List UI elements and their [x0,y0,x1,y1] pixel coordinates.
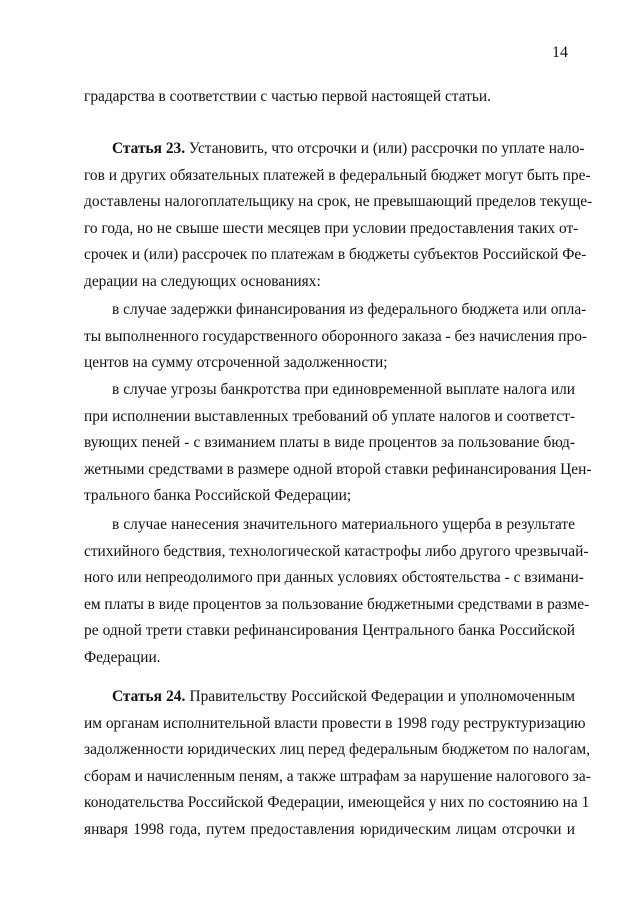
text-line: ре одной трети ставки рефинансирования Центрального банка Российской [84,622,575,640]
paragraph-continuation [84,84,575,111]
text-line: гов и других обязательных платежей в федеральный бюджет могут быть пре- [84,166,591,184]
text-line: сборам и начисленным пеням, а также штрафам за нарушение налогового за- [84,767,591,785]
text-line: января 1998 года, путем предоставления юридическим лицам отсрочки и [84,820,575,838]
text-line: градарства в соответствии с частью первой настоящей статьи. [84,88,491,105]
article-23-item-2 [84,377,592,510]
text-line: стихийного бедствия, технологической катастрофы либо другого чрезвычай- [84,542,589,560]
text-line: срочек и (или) рассрочек по платежам в бюджеты субъектов Российской Фе- [84,246,587,264]
text-line: в случае угрозы банкротства при единовременной выплате налога или [112,381,575,398]
article-23-item-1 [84,297,588,377]
text-line: ты выполненного государственного оборонного заказа - без начисления про- [84,327,588,345]
text-line: вующих пеней - с взиманием платы в виде процентов за пользование бюд- [84,434,575,452]
text-line: в случае задержки финансирования из федерального бюджета или опла- [112,301,587,318]
text-line: ного или непреодолимого при данных условиях обстоятельства - с взимани- [84,569,584,587]
text-line: конодательства Российской Федерации, имеющейся у них по состоянию на 1 [84,794,590,812]
article-24-heading: Статья 24. [112,688,186,705]
text-line: при исполнении выставленных требований об уплате налогов и соответст- [84,407,575,425]
text-line: го года, но не свыше шести месяцев при условии предоставления таких от- [84,219,579,237]
article-23-heading: Статья 23. [112,140,186,157]
text-line: центов на сумму отсроченной задолженности; [84,354,388,372]
article-23-item-3 [84,512,590,672]
text-fragment: Установить, что отсрочки и (или) рассрочки по уплате нало- [185,140,585,157]
text-line: ем платы в виде процентов за пользование бюджетными средствами в разме- [84,595,590,613]
text-line [84,136,585,163]
article-24-paragraph [84,684,591,844]
text-line: Федерации. [84,648,161,666]
text-line: трального банка Российской Федерации; [84,487,352,505]
article-23-paragraph [84,136,593,296]
text-line: в случае нанесения значительного материального ущерба в результате [112,516,575,533]
text-line: жетными средствами в размере одной второй ставки рефинансирования Цен- [84,460,592,478]
text-line: задолженности юридических лиц перед федеральным бюджетом по налогам, [84,741,591,759]
text-line: доставлены налогоплательщику на срок, не превышающий пределов текуще- [84,193,593,211]
page-number: 14 [552,44,568,61]
text-line: им органам исполнительной власти провести в 1998 году реструктуризацию [84,714,586,732]
text-line: дерации на следующих основаниях: [84,272,321,290]
text-line [84,684,575,711]
text-fragment: Правительству Российской Федерации и уполномоченным [185,688,575,705]
